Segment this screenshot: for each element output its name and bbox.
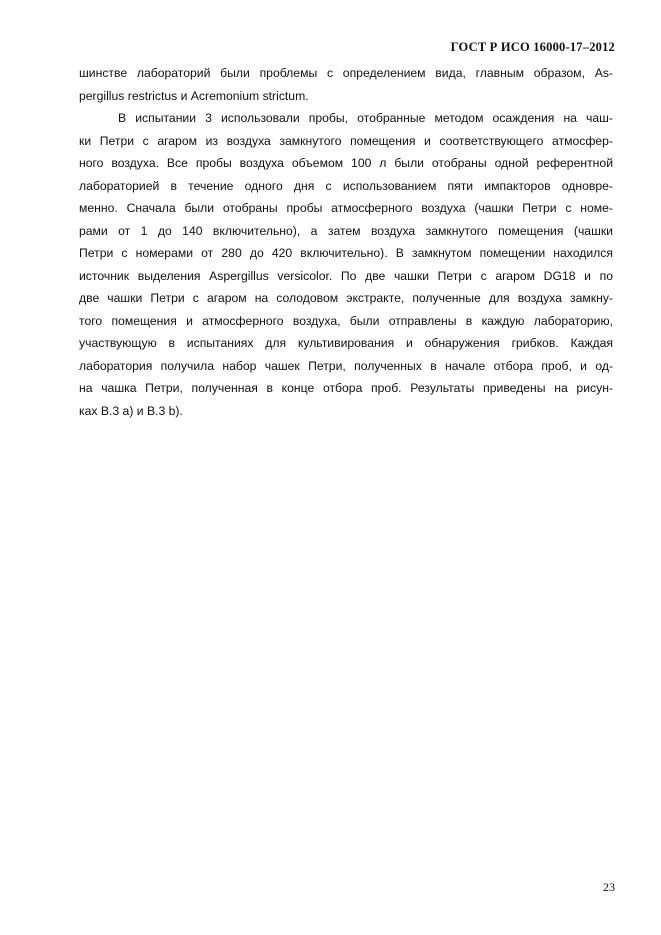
- text-line: ки Петри с агаром из воздуха замкнутого помещения и соответствующего атмосфер-: [79, 133, 613, 148]
- text-line: рами от 1 до 140 включительно), а затем воздуха замкнутого помещения (чашки: [79, 223, 613, 238]
- paragraph-test-3: [79, 107, 613, 422]
- text-line: две чашки Петри с агаром на солодовом экстракте, полученные для воздуха замкну-: [79, 291, 613, 305]
- text-line: менно. Сначала были отобраны пробы атмосферного воздуха (чашки Петри с номе-: [79, 201, 613, 215]
- page-number: 23: [603, 880, 615, 894]
- text-line: шинстве лабораторий были проблемы с определением вида, главным образом, As-: [79, 66, 613, 80]
- text-line: на чашка Петри, полученная в конце отбора проб. Результаты приведены на рисун-: [79, 381, 613, 395]
- text-line: лаборатория получила набор чашек Петри, полученных в начале отбора проб, и од-: [79, 358, 613, 373]
- text-line: Петри с номерами от 280 до 420 включительно). В замкнутом помещении находился: [79, 246, 613, 260]
- text-line: того помещения и атмосферного воздуха, были отправлены в каждую лабораторию,: [79, 313, 613, 328]
- text-line: В испытании 3 использовали пробы, отобранные методом осаждения на чаш-: [118, 111, 613, 125]
- text-line: лабораторией в течение одного дня с использованием пяти импакторов одновре-: [79, 178, 613, 193]
- text-line: ках В.3 a) и В.3 b).: [79, 403, 183, 418]
- text-line: ного воздуха. Все пробы воздуха объемом 100 л были отобраны одной референтной: [79, 156, 613, 170]
- text-line: участвующую в испытаниях для культивирования и обнаружения грибков. Каждая: [79, 336, 613, 350]
- text-line: источник выделения Aspergillus versicolor. По две чашки Петри с агаром DG18 и по: [79, 268, 613, 283]
- paragraph-continuation: [79, 62, 613, 107]
- text-line: pergillus restrictus и Acremonium strictum.: [79, 88, 309, 103]
- document-header: ГОСТ Р ИСО 16000-17–2012: [450, 40, 615, 54]
- document-body: [79, 62, 613, 422]
